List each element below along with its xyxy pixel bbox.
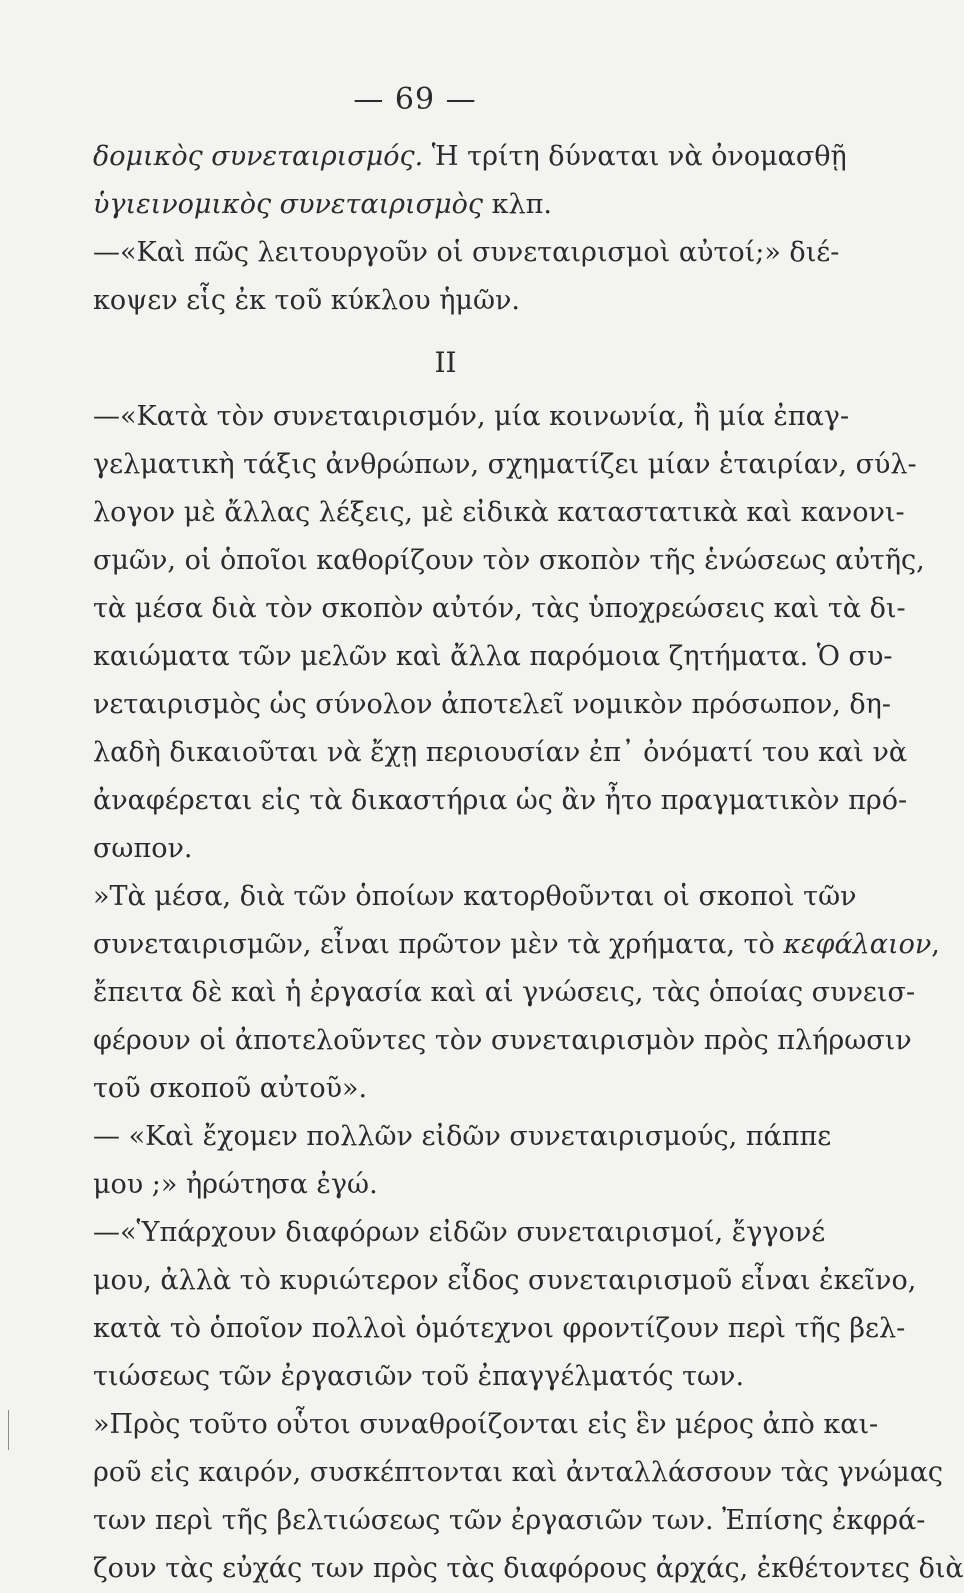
text-line: καιώματα τῶν μελῶν καὶ ἄλλα παρόμοια ζητήματα. Ὁ συ- xyxy=(93,641,893,672)
text-line: λαδὴ δικαιοῦται νὰ ἔχῃ περιουσίαν ἐπ᾿ ὀνόματί του καὶ νὰ xyxy=(93,737,908,768)
text-fragment: , xyxy=(931,929,940,960)
body-text xyxy=(93,133,964,1593)
text-line: των περὶ τῆς βελτιώσεως τῶν ἐργασιῶν των. Ἐπίσης ἐκφρά- xyxy=(93,1505,926,1536)
text-fragment: συνεταιρισμῶν, εἶναι πρῶτον μὲν τὰ χρήματα, τὸ xyxy=(93,929,784,960)
italic-phrase: κεφάλαιον xyxy=(783,929,932,960)
text-line: — «Καὶ ἔχομεν πολλῶν εἰδῶν συνεταιρισμούς, πάππε xyxy=(93,1121,832,1152)
italic-phrase: ὑγιεινομικὸς συνεταιρισμὸς xyxy=(93,189,483,220)
text-line: λογον μὲ ἄλλας λέξεις, μὲ εἰδικὰ καταστατικὰ καὶ κανονι- xyxy=(93,497,905,528)
text-line: ἔπειτα δὲ καὶ ἡ ἐργασία καὶ αἱ γνώσεις, τὰς ὁποίας συνεισ- xyxy=(93,977,916,1008)
text-line xyxy=(93,181,798,229)
section-heading: II xyxy=(434,346,457,379)
text-line: ροῦ εἰς καιρόν, συσκέπτονται καὶ ἀνταλλάσσουν τὰς γνώμας xyxy=(93,1457,944,1488)
text-line: τιώσεως τῶν ἐργασιῶν τοῦ ἐπαγγέλματός των. xyxy=(93,1361,745,1392)
text-line: —«Κατὰ τὸν συνεταιρισμόν, μία κοινωνία, ἢ μία ἐπαγ- xyxy=(93,401,850,432)
scan-edge-mark xyxy=(8,1410,9,1450)
text-line: κατὰ τὸ ὁποῖον πολλοὶ ὁμότεχνοι φροντίζουν περὶ τῆς βελ- xyxy=(93,1313,906,1344)
page-number: — 69 — xyxy=(353,82,477,117)
italic-phrase: δομικὸς συνεταιρισμός. xyxy=(93,141,424,172)
text-line: ζουν τὰς εὐχάς των πρὸς τὰς διαφόρους ἀρχάς, ἐκθέτοντες διὰ xyxy=(93,1553,964,1584)
text-line: νεταιρισμὸς ὡς σύνολον ἀποτελεῖ νομικὸν πρόσωπον, δη- xyxy=(93,689,891,720)
text-line: σωπον. xyxy=(93,833,193,864)
text-line: —«Καὶ πῶς λειτουργοῦν οἱ συνεταιρισμοὶ αὐτοί;» διέ- xyxy=(93,237,840,268)
text-fragment: Ἡ τρίτη δύναται νὰ ὀνομασθῇ xyxy=(423,141,847,172)
text-line: μου, ἀλλὰ τὸ κυριώτερον εἶδος συνεταιρισμοῦ εἶναι ἐκεῖνο, xyxy=(93,1265,917,1296)
text-line: φέρουν οἱ ἀποτελοῦντες τὸν συνεταιρισμὸν πρὸς πλήρωσιν xyxy=(93,1025,912,1056)
text-line: —«Ὑπάρχουν διαφόρων εἰδῶν συνεταιρισμοί, ἔγγονέ xyxy=(93,1217,826,1248)
text-line: ἀναφέρεται εἰς τὰ δικαστήρια ὡς ἂν ἦτο πραγματικὸν πρό- xyxy=(93,785,908,816)
text-line xyxy=(93,921,940,969)
text-line: σμῶν, οἱ ὁποῖοι καθορίζουν τὸν σκοπὸν τῆς ἑνώσεως αὐτῆς, xyxy=(93,545,925,576)
text-line: γελματικὴ τάξις ἀνθρώπων, σχηματίζει μίαν ἑταιρίαν, σύλ- xyxy=(93,449,917,480)
text-line: τοῦ σκοποῦ αὐτοῦ». xyxy=(93,1073,368,1104)
text-line xyxy=(93,133,847,181)
text-line: μου ;» ἠρώτησα ἐγώ. xyxy=(93,1169,378,1200)
text-line: »Τὰ μέσα, διὰ τῶν ὁποίων κατορθοῦνται οἱ σκοποὶ τῶν xyxy=(93,881,857,912)
text-line: τὰ μέσα διὰ τὸν σκοπὸν αὐτόν, τὰς ὑποχρεώσεις καὶ τὰ δι- xyxy=(93,593,906,624)
text-fragment: κλπ. xyxy=(483,189,552,220)
text-line: »Πρὸς τοῦτο οὗτοι συναθροίζονται εἰς ἓν μέρος ἀπὸ και- xyxy=(93,1409,879,1440)
text-line: κοψεν εἷς ἐκ τοῦ κύκλου ἡμῶν. xyxy=(93,285,520,316)
